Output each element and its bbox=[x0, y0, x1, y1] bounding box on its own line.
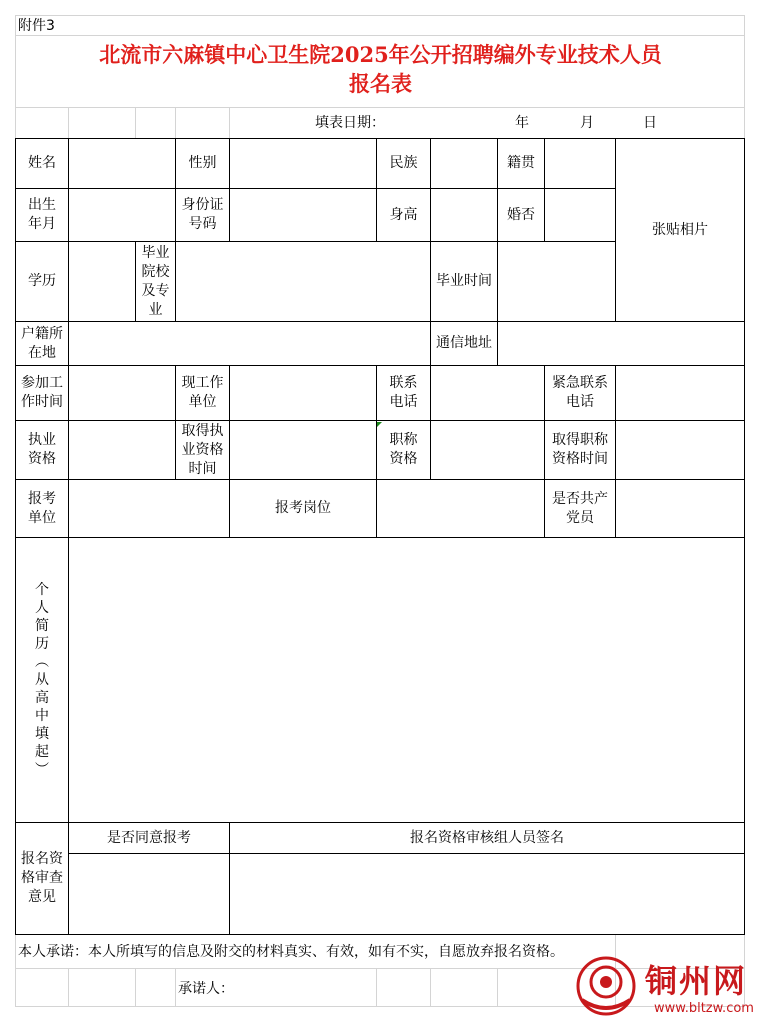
label-name: 姓名 bbox=[28, 155, 56, 171]
pledge-text: 本人承诺：本人所填写的信息及附交的材料真实、有效，如有不实，自愿放弃报名资格。 bbox=[18, 943, 564, 960]
label-ethnicity: 民族 bbox=[389, 155, 418, 171]
label-review-sign: 报名资格审核组人员签名 bbox=[410, 829, 564, 846]
review-sign-field[interactable] bbox=[230, 854, 744, 934]
label-birth: 出生 年月 bbox=[28, 197, 56, 232]
label-native-place: 籍贯 bbox=[507, 155, 535, 171]
label-education: 学历 bbox=[28, 273, 56, 289]
label-work-start: 参加工 作时间 bbox=[21, 375, 63, 410]
annex-number: 附件3 bbox=[18, 18, 55, 34]
tongzhou-logo-icon bbox=[570, 950, 650, 1023]
label-marital: 婚否 bbox=[507, 206, 535, 223]
label-party-member: 是否共产 党员 bbox=[552, 490, 608, 526]
photo-area[interactable]: 张贴相片 bbox=[652, 221, 708, 238]
label-resume: 个 人 简 历 ︵ 从 高 中 填 起 ︶ bbox=[35, 582, 49, 778]
label-qualification-time: 取得执 业资格 时间 bbox=[181, 422, 224, 477]
label-gender: 性别 bbox=[188, 155, 217, 171]
form-title bbox=[16, 40, 745, 104]
label-apply-post: 报考岗位 bbox=[275, 500, 331, 516]
resume-field[interactable] bbox=[69, 538, 744, 822]
label-review: 报名资 格审查 意见 bbox=[21, 851, 63, 905]
fill-date-year: 年 bbox=[515, 114, 529, 131]
label-id-number: 身份证 号码 bbox=[181, 197, 224, 232]
label-emergency-phone: 紧急联系 电话 bbox=[552, 375, 608, 410]
label-phone: 联系 电话 bbox=[389, 375, 418, 410]
label-title-time: 取得职称 资格时间 bbox=[552, 432, 608, 467]
watermark-name: 铜州网 bbox=[645, 962, 748, 1000]
label-agree: 是否同意报考 bbox=[107, 829, 191, 846]
label-qualification: 执业 资格 bbox=[28, 432, 56, 467]
label-title-qualification: 职称 资格 bbox=[389, 432, 418, 467]
label-apply-unit: 报考 单位 bbox=[28, 490, 56, 526]
watermark-url: www.bltzw.com bbox=[654, 1001, 754, 1016]
fill-date-label: 填表日期： bbox=[315, 114, 385, 131]
label-current-employer: 现工作 单位 bbox=[181, 375, 224, 410]
site-watermark bbox=[570, 950, 760, 1023]
form-title-line-1: 北流市六麻镇中心卫生院2025年公开招聘编外专业技术人员 bbox=[99, 42, 662, 67]
label-graduation-time: 毕业时间 bbox=[436, 273, 492, 289]
pledger-label: 承诺人： bbox=[178, 980, 234, 997]
label-household: 户籍所 在地 bbox=[21, 325, 63, 361]
label-address: 通信地址 bbox=[436, 335, 492, 351]
fill-date-day: 日 bbox=[643, 114, 657, 131]
form-title-line-2: 报名表 bbox=[349, 71, 412, 96]
fill-date-month: 月 bbox=[580, 114, 594, 131]
label-height: 身高 bbox=[389, 206, 418, 223]
agree-field[interactable] bbox=[69, 854, 229, 934]
label-school-major: 毕业 院校 及专 业 bbox=[141, 244, 170, 318]
